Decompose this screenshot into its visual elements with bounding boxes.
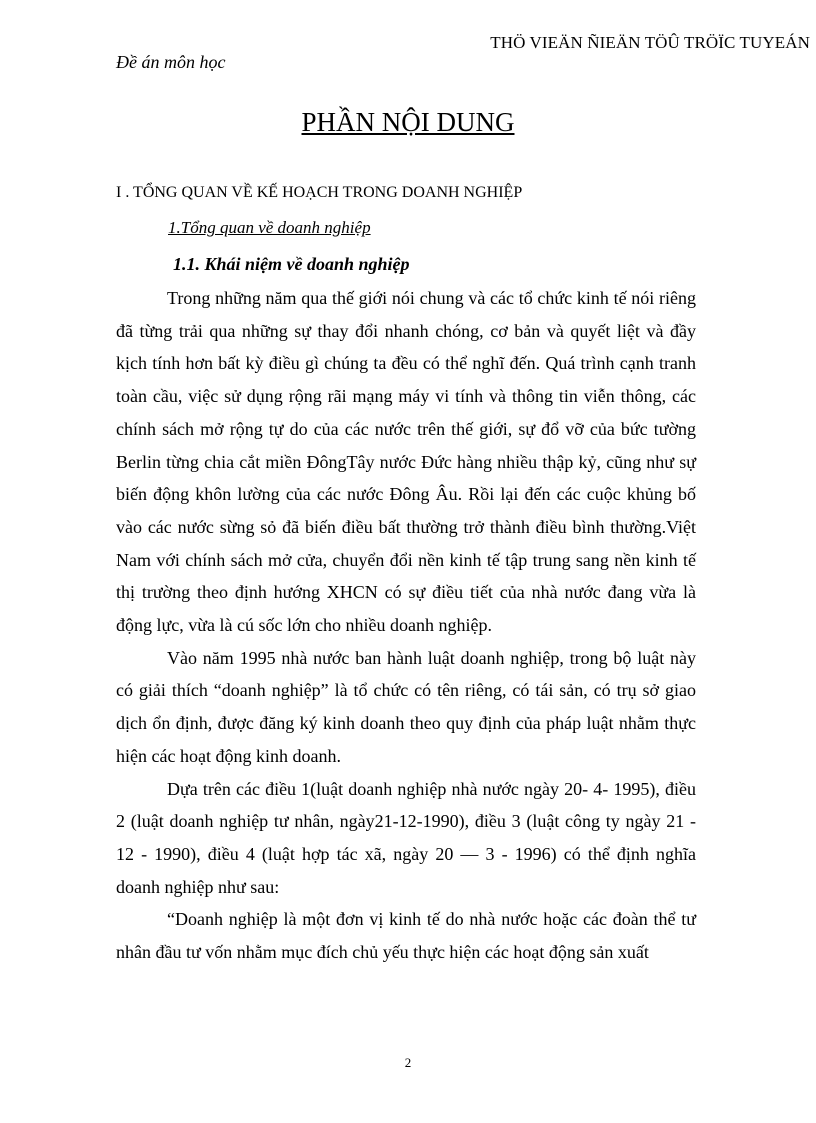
paragraph-1: Trong những năm qua thế giới nói chung và các tổ chức kinh tế nói riêng đã từng trải qua những sự thay đổi nhanh chóng, cơ bản và quyết liệt và đầy kịch tính hơn bất kỳ điều gì chúng ta đều có thể nghĩ đến. Quá trình cạnh tranh toàn cầu, việc sử dụng rộng rãi mạng máy vi tính và thông tin viễn thông, các chính sách mở rộng tự do của các nước trên thế giới, sự đổ vỡ của bức tường Berlin từng chia cắt miền ĐôngTây nước Đức hàng nhiều thập kỷ, cũng như sự biến động khôn lường của các nước Đông Âu. Rồi lại đến các cuộc khủng bố vào các nước sừng sỏ đã biến điều bất thường trở thành điều bình thường.Việt Nam với chính sách mở cửa, chuyển đổi nền kinh tế tập trung sang nền kinh tế thị trường theo định hướng XHCN có sự điều tiết của nhà nước đang vừa là động lực, vừa là cú sốc lớn cho nhiều doanh nghiệp. <box>116 288 696 636</box>
page-number: 2 <box>404 1055 412 1070</box>
body-text <box>116 282 696 969</box>
paragraph-3: Dựa trên các điều 1(luật doanh nghiệp nhà nước ngày 20- 4- 1995), điều 2 (luật doanh nghiệp tư nhân, ngày21-12-1990), điều 3 (luật công ty ngày 21 - 12 - 1990), điều 4 (luật hợp tác xã, ngày 20 — 3 - 1996) có thể định nghĩa doanh nghiệp như sau: <box>116 778 696 897</box>
subsection-heading: 1.Tổng quan về doanh nghiệp <box>168 218 371 237</box>
course-title: Đề án môn học <box>116 52 226 72</box>
paragraph-2: Vào năm 1995 nhà nước ban hành luật doanh nghiệp, trong bộ luật này có giải thích “doanh nghiệp” là tổ chức có tên riêng, có tái sản, có trụ sở giao dịch ổn định, được đăng ký kinh doanh theo quy định của pháp luật nhằm thực hiện các hoạt động kinh doanh. <box>116 647 696 766</box>
section-heading: I . TỔNG QUAN VỀ KẾ HOẠCH TRONG DOANH NGHIỆP <box>116 184 523 201</box>
paragraph-4: “Doanh nghiệp là một đơn vị kinh tế do nhà nước hoặc các đoàn thể tư nhân đầu tư vốn nhằm mục đích chủ yếu thực hiện các hoạt động sản xuất <box>116 909 696 963</box>
concept-heading: 1.1. Khái niệm về doanh nghiệp <box>173 254 410 274</box>
page-title: PHẦN NỘI DUNG <box>301 107 515 137</box>
watermark-text: THÖ VIEÄN ÑIEÄN TÖÛ TRÖÏC TUYEÁN <box>490 33 810 52</box>
